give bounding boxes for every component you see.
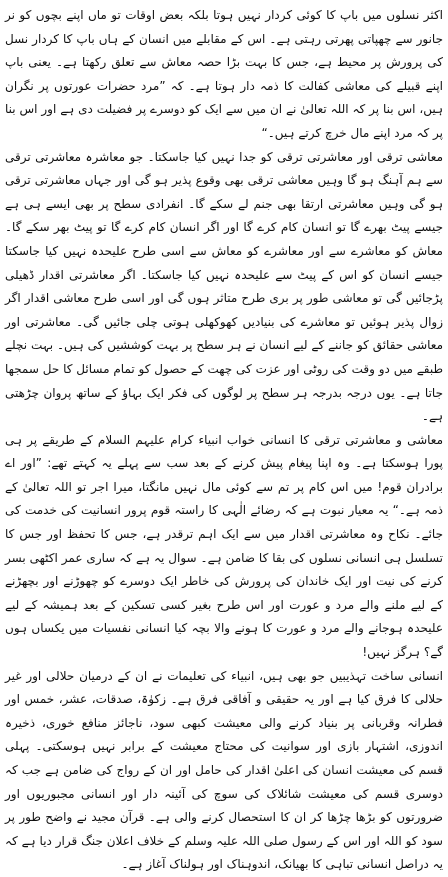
paragraph-1: اکثر نسلوں میں باپ کا کوئی کردار نہیں ہوتا بلکہ بعض اوقات تو ماں اپنے بچوں کو نر جانور سے چھپاتی پھرتی رہتی ہے۔ اس کے مقابلے میں انسان کے ہاں باپ کا کردار نسل کی پرورش پر محیط ہے، جس کا بہت بڑا حصہ معاش سے تعلق رکھتا ہے۔ یعنی باپ اپنے قبیلے کی معاشی کفالت کا ذمہ دار ہوتا ہے۔ کہ ”مرد حضرات عورتوں پر نگران ہیں، اس بنا پر کہ اللہ تعالیٰ نے ان میں سے ایک کو دوسرے پر فضیلت دی ہے اور اس بنا پر کہ مرد اپنے مال خرچ کرتے ہیں۔“ [5,8,443,140]
paragraph-2: معاشی ترقی اور معاشرتی ترقی کو جدا نہیں کیا جاسکتا۔ جو معاشرہ معاشرتی ترقی سے ہم آہنگ ہو گا وہیں معاشی ترقی بھی وقوع پذیر ہو گی اور جہاں معاشرتی ترقی ہو گی وہیں معاشرتی ارتقا بھی جنم لے سکے گا۔ انفرادی سطح پر بھی ایسے ہی ہے جیسے پیٹ بھرے گا تو انسان کام کرے گا اور اگر انسان کام کرے گا تو پیٹ بھر سکے گا۔ معاش کو معاشرے سے اور معاشرے کو معاش سے اسی طرح علیحدہ نہیں کیا جاسکتا جیسے انسان کو اس کے پیٹ سے علیحدہ نہیں کیا جاسکتا۔ اگر معاشرتی اقدار ڈھیلی پڑجائیں گی تو معاشی طور پر بری طرح متاثر ہوں گی اور اسی طرح معاشی اقدار اگر زوال پذیر ہوئیں تو معاشرے کی بنیادیں کھوکھلی ہوتی چلی جائیں گی۔ معاشرتی اور معاشی حقائق کو جاننے کے لیے انسان نے ہر سطح پر بہت کوششیں کی ہیں۔ بہت نچلے طبقے میں دو وقت کی روٹی اور عزت کی چھت کے حصول کو تمام مسائل کا حل سمجھا جاتا ہے۔ یوں درجہ بدرجہ ہر سطح پر لوگوں کی فکر ایک بہاؤ کے ساتھ پروان چڑھتی ہے۔ [5,149,443,424]
paragraph-3: معاشی و معاشرتی ترقی کا انسانی خواب انبیاء کرام علیہم السلام کے طریقے پر ہی پورا ہوسکتا ہے۔ وہ اپنا پیغام پیش کرنے کے بعد سب سے پہلے یہ کہتے تھے: ”اور اے برادران قوم! میں اس کام پر تم سے کوئی مال نہیں مانگتا، میرا اجر تو اللہ تعالیٰ کے ذمہ ہے۔“ یہ معیار نبوت ہے کہ رضائے الٰہی کا راستہ قوم پرور انسانیت کی خدمت کی جائے۔ نکاح وہ معاشرتی اقدار میں سے ایک اہم ترقدر ہے، جس کا تحفظ اور جس کا تسلسل ہی انسانی نسلوں کی بقا کا ضامن ہے۔ سوال یہ ہے کہ ساری عمر اکٹھی بسر کرنے کی نیت اور ایک خاندان کی پرورش کی خاطر ایک دوسرے کو چھوڑنے اور بچھڑنے کے لیے ملنے والے مرد و عورت اور اس طرح بغیر کسی تسکین کے بعد ہمیشہ کے لیے علیحدہ ہوجانے والے مرد و عورت کا ہونے والا بچہ کیا انسانی نفسیات میں یکساں ہوں گے؟ ہرگز نہیں! [5,432,443,660]
paragraph-4: انسانی ساخت تہذیبیں جو بھی ہیں، انبیاء کی تعلیمات نے ان کے درمیان حلالی اور غیر حلالی کا فرق کیا ہے اور یہ حقیقی و آفاقی فرق ہے۔ زکوٰۃ، صدقات، عشر، خمس اور فطرانہ وقربانی پر بنیاد کرنے والی معیشت کبھی سود، ناجائز منافع خوری، ذخیرہ اندوزی، اشتہار بازی اور سوانیت کی محتاج معیشت کے برابر نہیں ہوسکتی۔ پہلی قسم کی معیشت انسان کی اعلیٰ اقدار کی حامل اور ان کے رواج کی ضامن ہے جب کہ دوسری قسم کی معیشت شائلاک کی سوچ کی آئینہ دار اور انسانی مجبوریوں اور ضرورتوں کو بڑھا چڑھا کر ان کا استحصال کرنے والی ہے۔ قرآن مجید نے واضح طور پر سود کو اللہ اور اس کے رسول صلی اللہ علیہ وسلم کے خلاف اعلان جنگ قرار دیا ہے کہ یہ دراصل انسانی تباہی کا بھیانک، اندوہناک اور ہولناک آغاز ہے۔ [5,668,443,872]
